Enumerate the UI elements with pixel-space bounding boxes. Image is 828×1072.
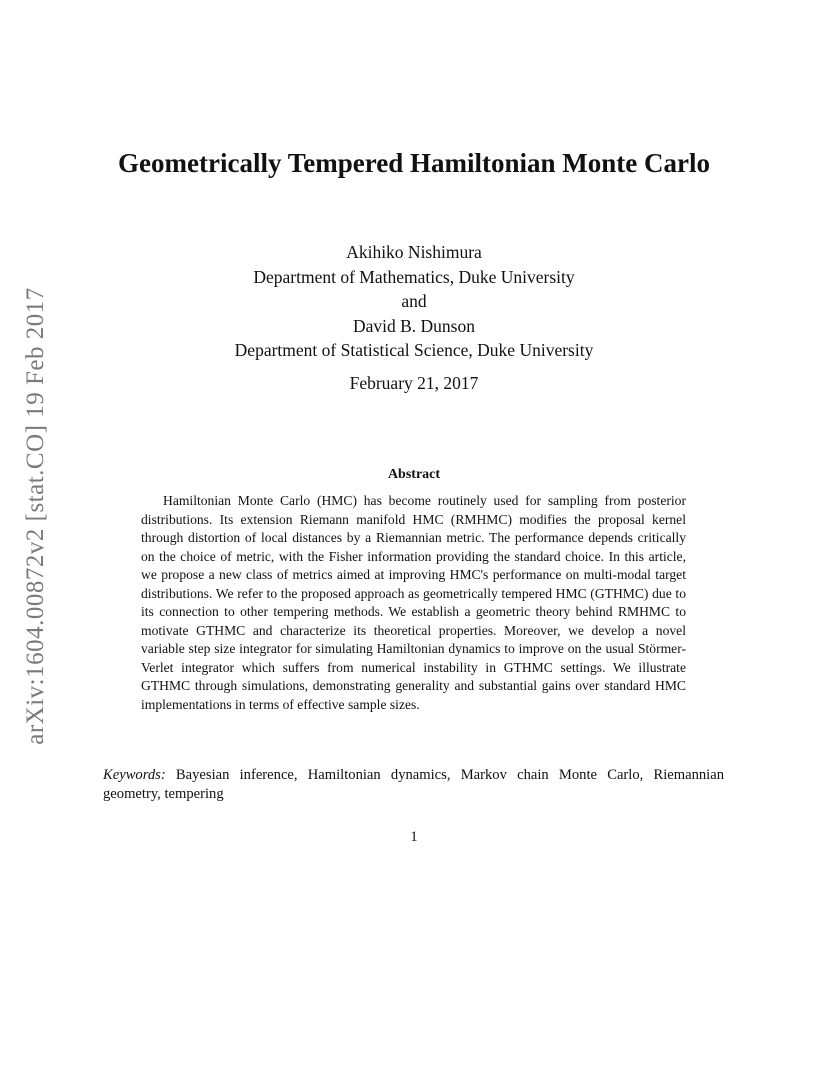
page-number: 1 <box>410 829 418 845</box>
author-name-2: David B. Dunson <box>352 315 475 336</box>
author-conjunction: and <box>401 291 427 311</box>
author-affiliation-2: Department of Statistical Science, Duke University <box>234 340 594 360</box>
keywords-label: Keywords: <box>103 767 166 783</box>
keywords-list: Bayesian inference, Hamiltonian dynamics, Markov chain Monte Carlo, Riemannian geometry, tempering <box>103 767 725 802</box>
keywords-section <box>103 766 724 804</box>
abstract-text: Hamiltonian Monte Carlo (HMC) has become routinely used for sampling from posterior distributions. Its extension Riemann manifold HMC (RMHMC) modifies the proposal kernel through distortion of local distances by a Riemannian metric. The performance depends critically on the choice of metric, with the Fisher information providing the standard choice. In this article, we propose a new class of metrics aimed at improving HMC's performance on multi-modal target distributions. We refer to the proposed approach as geometrically tempered HMC (GTHMC) due to its connection to other tempering methods. We establish a geometric theory behind RMHMC to motivate GTHMC and characterize its theoretical properties. Moreover, we develop a novel variable step size integrator for simulating Hamiltonian dynamics to improve on the usual Störmer-Verlet integrator which suffers from numerical instability in GTHMC settings. We illustrate GTHMC through simulations, demonstrating generality and substantial gains over standard HMC implementations in terms of effective sample sizes. <box>141 493 686 712</box>
author-block <box>90 240 738 363</box>
arxiv-identifier-stamp: arXiv:1604.00872v2 [stat.CO] 19 Feb 2017 <box>22 287 49 745</box>
author-affiliation-1: Department of Mathematics, Duke University <box>253 266 575 287</box>
author-name-1: Akihiko Nishimura <box>346 242 482 262</box>
paper-title: Geometrically Tempered Hamiltonian Monte Carlo <box>118 148 710 178</box>
paper-date: February 21, 2017 <box>349 373 479 393</box>
abstract-heading: Abstract <box>387 467 441 482</box>
